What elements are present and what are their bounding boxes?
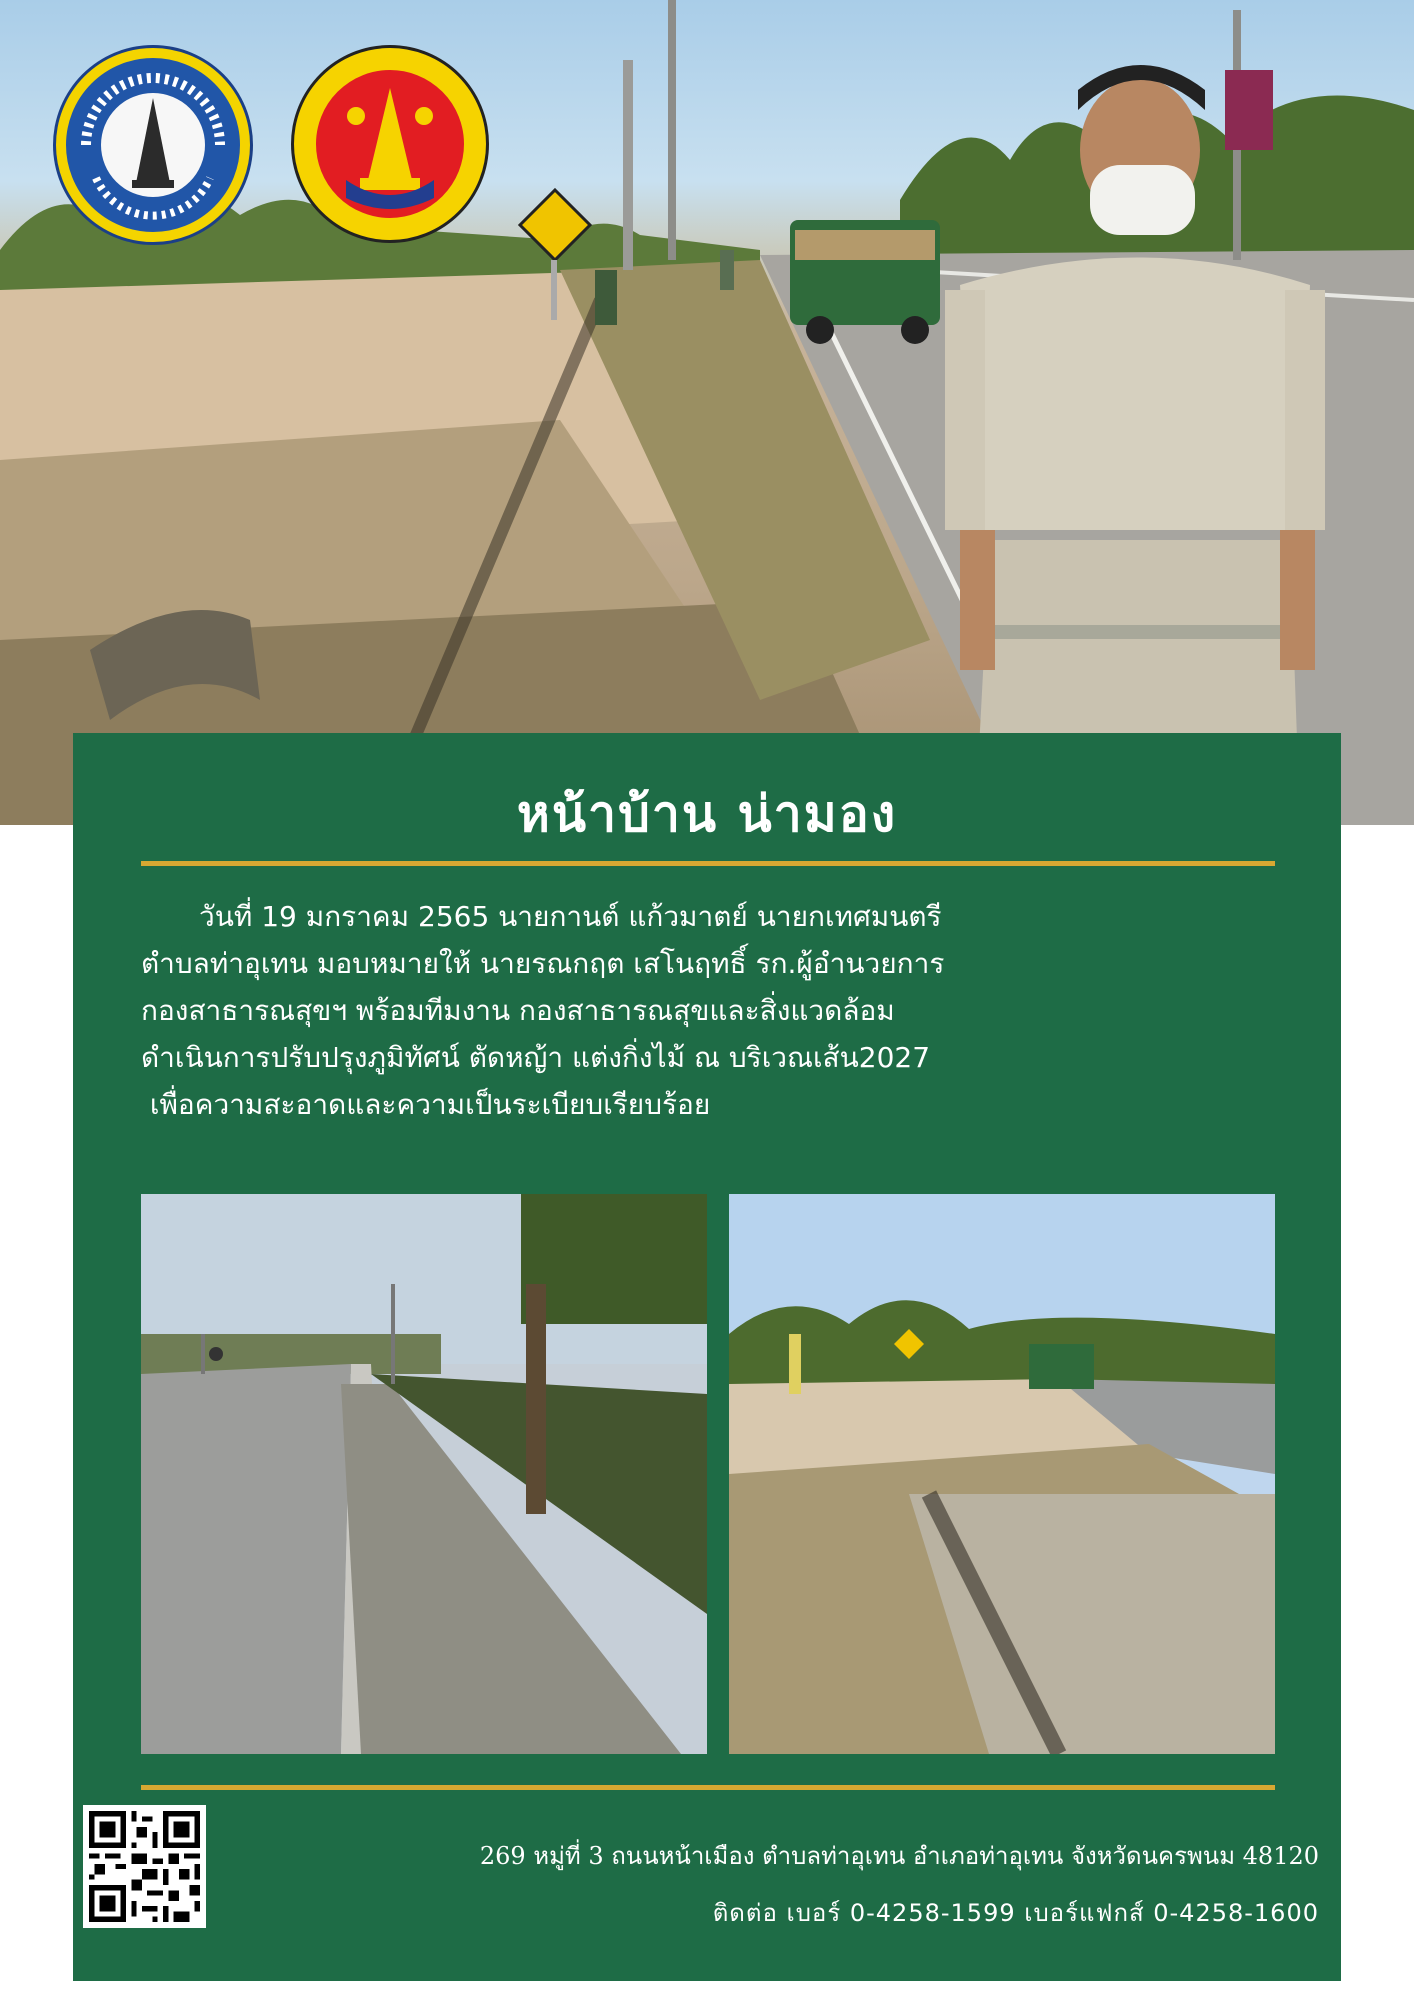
verge-scene bbox=[729, 1194, 1275, 1754]
paragraph-line: วันที่ 19 มกราคม 2565 นายกานต์ แก้วมาตย์ นายกเทศมนตรี bbox=[199, 900, 942, 933]
municipal-logo bbox=[56, 48, 250, 242]
municipal-logo-icon bbox=[66, 58, 240, 232]
announcement-text bbox=[141, 893, 1301, 1128]
page-title: หน้าบ้าน น่ามอง bbox=[516, 785, 898, 843]
qr-code-icon bbox=[89, 1811, 200, 1922]
hero-photo bbox=[0, 0, 1414, 825]
qr-code[interactable] bbox=[83, 1805, 206, 1928]
title-divider bbox=[141, 861, 1275, 866]
health-division-logo-icon bbox=[316, 70, 464, 218]
paragraph-line: ดำเนินการปรับปรุงภูมิทัศน์ ตัดหญ้า แต่งกิ่งไม้ ณ บริเวณเส้น2027 bbox=[141, 1041, 931, 1074]
info-panel bbox=[73, 733, 1341, 1981]
footer-contact: ติดต่อ เบอร์ 0-4258-1599 เบอร์แฟกส์ 0-4258-1600 bbox=[712, 1899, 1319, 1927]
paragraph-line: กองสาธารณสุขฯ พร้อมทีมงาน กองสาธารณสุขและสิ่งแวดล้อม bbox=[141, 994, 895, 1027]
paragraph-line: เพื่อความสะอาดและความเป็นระเบียบเรียบร้อย bbox=[141, 1088, 711, 1121]
sidewalk-photo bbox=[141, 1194, 707, 1754]
verge-photo bbox=[729, 1194, 1275, 1754]
footer-address: 269 หมู่ที่ 3 ถนนหน้าเมือง ตำบลท่าอุเทน อำเภอท่าอุเทน จังหวัดนครพนม 48120 bbox=[479, 1842, 1319, 1870]
health-division-logo bbox=[294, 48, 486, 240]
footer-divider bbox=[141, 1785, 1275, 1790]
paragraph-line: ตำบลท่าอุเทน มอบหมายให้ นายรณกฤต เสโนฤทธิ์ รก.ผู้อำนวยการ bbox=[141, 947, 945, 980]
sidewalk-scene bbox=[141, 1194, 707, 1754]
